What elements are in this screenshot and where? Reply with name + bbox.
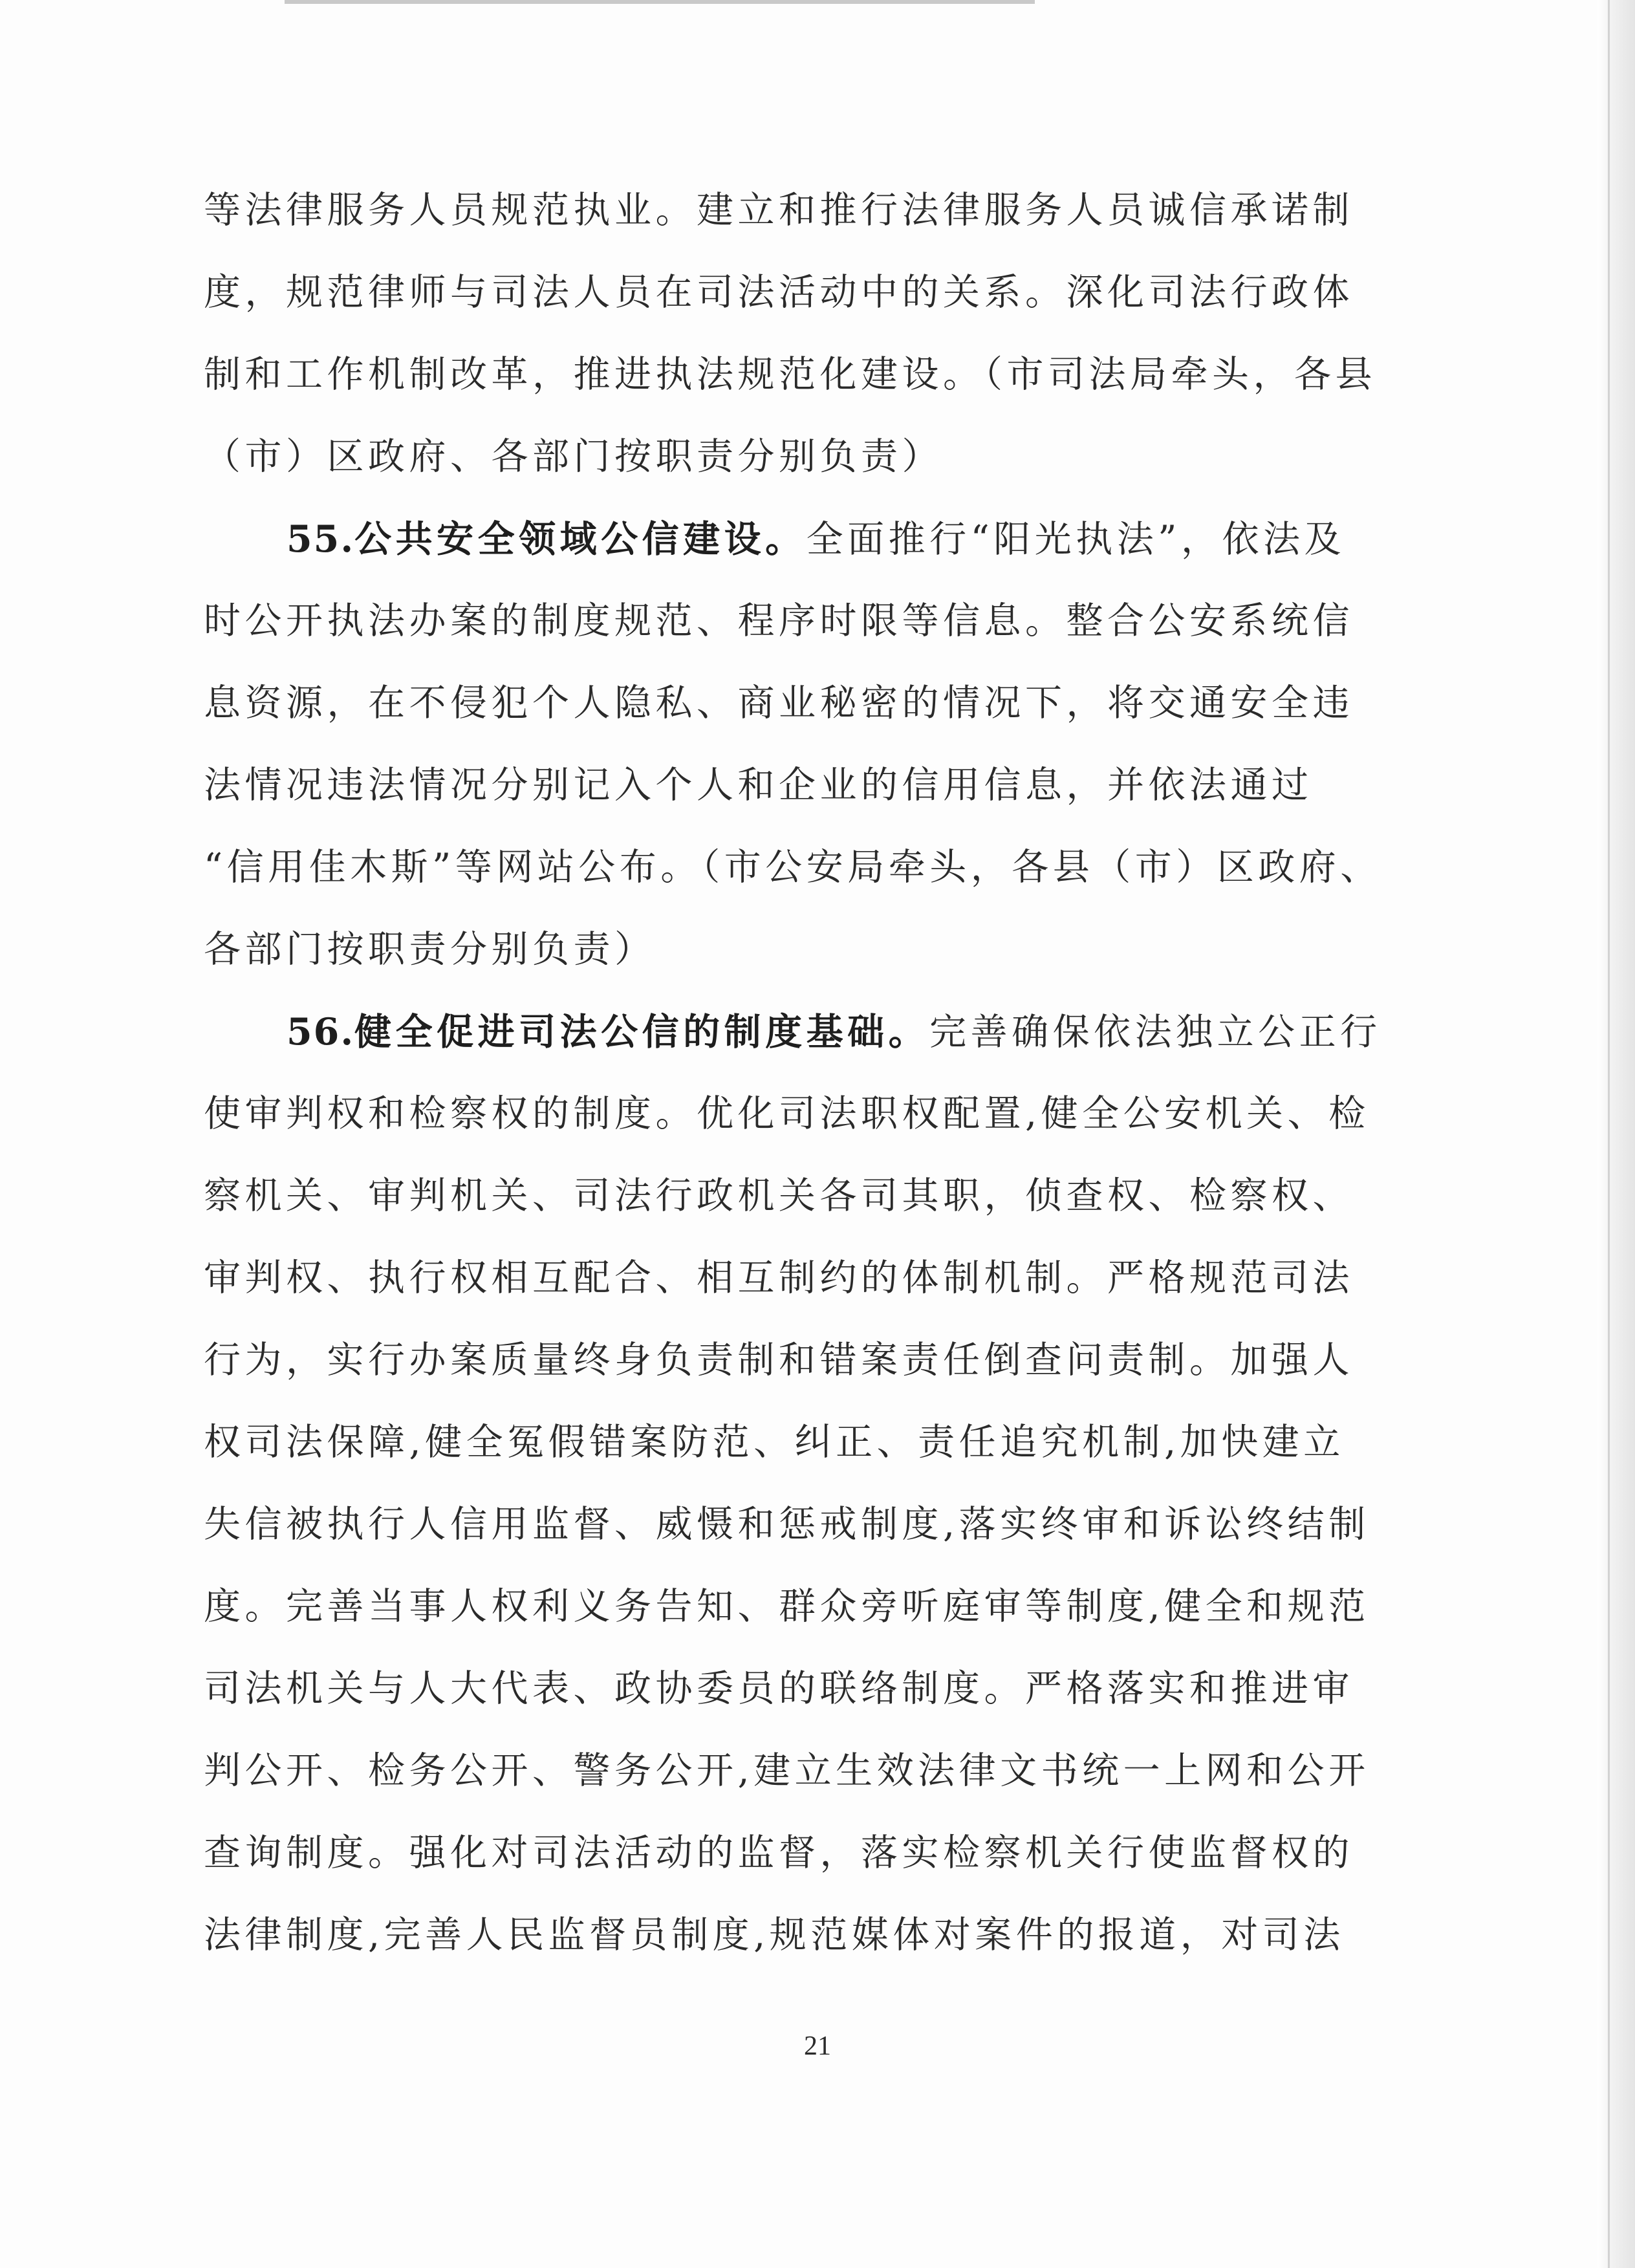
- item-56-line: 察机关、审判机关、司法行政机关各司其职，侦查权、检察权、: [204, 1174, 1354, 1217]
- item-56-line: 司法机关与人大代表、政协委员的联络制度。严格落实和推进审: [204, 1667, 1354, 1710]
- page-number: 21: [804, 2031, 831, 2061]
- paragraph-1-line: 度，规范律师与司法人员在司法活动中的关系。深化司法行政体: [204, 271, 1354, 314]
- item-56-line: 审判权、执行权相互配合、相互制约的体制机制。严格规范司法: [204, 1257, 1354, 1299]
- item-55-number: 55.: [287, 517, 355, 561]
- item-56-line: 法律制度,完善人民监督员制度,规范媒体对案件的报道，对司法: [204, 1914, 1345, 1956]
- scan-edge-line: [1608, 0, 1610, 2268]
- item-55-line: 法情况违法情况分别记入个人和企业的信用信息，并依法通过: [204, 764, 1313, 806]
- item-55-first-line: [204, 498, 1426, 580]
- item-55-line: 时公开执法办案的制度规范、程序时限等信息。整合公安系统信: [204, 599, 1354, 642]
- item-56-line: 行为，实行办案质量终身负责制和错案责任倒查问责制。加强人: [204, 1339, 1354, 1381]
- item-56-number: 56.: [287, 1010, 355, 1053]
- paragraph-1-line: 制和工作机制改革，推进执法规范化建设。（市司法局牵头，各县: [204, 353, 1376, 396]
- item-56-line: 查询制度。强化对司法活动的监督，落实检察机关行使监督权的: [204, 1831, 1354, 1874]
- item-56-line: 使审判权和检察权的制度。优化司法职权配置,健全公安机关、检: [204, 1092, 1370, 1135]
- item-56-line: 失信被执行人信用监督、威慑和惩戒制度,落实终审和诉讼终结制: [204, 1503, 1370, 1546]
- paragraph-1-line: 等法律服务人员规范执业。建立和推行法律服务人员诚信承诺制: [204, 189, 1354, 232]
- item-56-line: 度。完善当事人权利义务告知、群众旁听庭审等制度,健全和规范: [204, 1585, 1370, 1628]
- item-56-line: 权司法保障,健全冤假错案防范、纠正、责任追究机制,加快建立: [204, 1421, 1345, 1463]
- item-56-line: 判公开、检务公开、警务公开,建立生效法律文书统一上网和公开: [204, 1749, 1370, 1792]
- item-55-first-line-text: 全面推行“阳光执法”，依法及: [806, 518, 1345, 561]
- item-55-heading: 公共安全领域公信建设。: [354, 517, 807, 561]
- item-56-first-line-text: 完善确保依法独立公正行: [929, 1011, 1381, 1053]
- item-55-line: “信用佳木斯”等网站公布。（市公安局牵头，各县（市）区政府、: [204, 846, 1381, 889]
- item-55-line: 各部门按职责分别负责）: [204, 928, 656, 971]
- document-body: [204, 169, 1426, 1976]
- scan-edge-top: [285, 0, 1035, 4]
- item-56-heading: 健全促进司法公信的制度基础。: [354, 1010, 930, 1053]
- item-56-first-line: [204, 991, 1426, 1073]
- scan-edge-right: [1597, 0, 1635, 2268]
- item-55-line: 息资源，在不侵犯个人隐私、商业秘密的情况下，将交通安全违: [204, 682, 1354, 724]
- paragraph-1-line: （市）区政府、各部门按职责分别负责）: [204, 435, 943, 478]
